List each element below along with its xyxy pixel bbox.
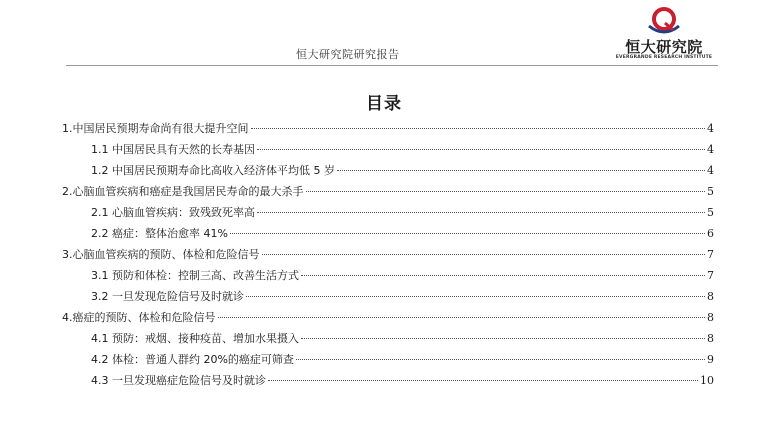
toc-entry-label: 1.1 中国居民具有天然的长寿基因 xyxy=(91,143,255,156)
toc-entry-label: 2.心脑血管疾病和癌症是我国居民寿命的最大杀手 xyxy=(62,185,304,198)
toc-dot-leader xyxy=(246,296,705,297)
toc-entry-label: 2.1 心脑血管疾病：致残致死率高 xyxy=(91,206,255,219)
toc-dot-leader xyxy=(257,212,705,213)
toc-entry[interactable] xyxy=(62,204,714,225)
toc-dot-leader xyxy=(268,380,698,381)
toc-page-number: 8 xyxy=(707,311,714,324)
toc-entry[interactable] xyxy=(62,309,714,330)
evergrande-logo xyxy=(610,6,718,62)
toc-entry-label: 4.癌症的预防、体检和危险信号 xyxy=(62,311,216,324)
toc-entry[interactable] xyxy=(62,225,714,246)
toc-dot-leader xyxy=(301,275,705,276)
toc-page-number: 4 xyxy=(707,164,714,177)
toc-dot-leader xyxy=(301,338,705,339)
toc-page-number: 9 xyxy=(707,353,714,366)
toc-page-number: 7 xyxy=(707,269,714,282)
toc-dot-leader xyxy=(218,317,706,318)
table-of-contents xyxy=(62,120,714,393)
toc-page-number: 8 xyxy=(707,290,714,303)
toc-page-number: 4 xyxy=(707,143,714,156)
toc-entry[interactable] xyxy=(62,183,714,204)
toc-entry-label: 4.2 体检：普通人群约 20%的癌症可筛查 xyxy=(91,353,294,366)
toc-page-number: 10 xyxy=(700,374,714,387)
toc-entry-label: 3.2 一旦发现危险信号及时就诊 xyxy=(91,290,244,303)
toc-entry[interactable] xyxy=(62,246,714,267)
toc-page-number: 8 xyxy=(707,332,714,345)
toc-entry[interactable] xyxy=(62,330,714,351)
toc-dot-leader xyxy=(296,359,705,360)
toc-dot-leader xyxy=(262,254,706,255)
toc-dot-leader xyxy=(257,149,705,150)
toc-entry[interactable] xyxy=(62,162,714,183)
report-header-title: 恒大研究院研究报告 xyxy=(296,48,400,61)
toc-page-number: 5 xyxy=(707,206,714,219)
toc-entry[interactable] xyxy=(62,351,714,372)
toc-entry-label: 2.2 癌症：整体治愈率 41% xyxy=(91,227,228,240)
toc-entry-label: 4.3 一旦发现癌症危险信号及时就诊 xyxy=(91,374,266,387)
logo-wordmark: 恒大研究院 xyxy=(625,38,703,56)
toc-entry-label: 1.2 中国居民预期寿命比高收入经济体平均低 5 岁 xyxy=(91,164,335,177)
toc-entry-label: 3.心脑血管疾病的预防、体检和危险信号 xyxy=(62,248,260,261)
toc-entry-label: 3.1 预防和体检：控制三高、改善生活方式 xyxy=(91,269,299,282)
toc-entry[interactable] xyxy=(62,288,714,309)
toc-dot-leader xyxy=(251,128,706,129)
toc-entry-label: 4.1 预防：戒烟、接种疫苗、增加水果摄入 xyxy=(91,332,299,345)
toc-page-number: 5 xyxy=(707,185,714,198)
toc-entry[interactable] xyxy=(62,372,714,393)
toc-page-number: 4 xyxy=(707,122,714,135)
toc-entry-label: 1.中国居民预期寿命尚有很大提升空间 xyxy=(62,122,249,135)
toc-entry[interactable] xyxy=(62,141,714,162)
header-divider xyxy=(66,65,718,66)
toc-dot-leader xyxy=(230,233,705,234)
logo-emblem-icon xyxy=(643,6,685,38)
toc-entry[interactable] xyxy=(62,267,714,288)
toc-dot-leader xyxy=(337,170,705,171)
logo-subtitle: EVERGRANDE RESEARCH INSTITUTE xyxy=(615,55,713,60)
toc-page-number: 6 xyxy=(707,227,714,240)
toc-entry[interactable] xyxy=(62,120,714,141)
toc-heading: 目录 xyxy=(366,94,402,114)
toc-page-number: 7 xyxy=(707,248,714,261)
toc-dot-leader xyxy=(306,191,706,192)
